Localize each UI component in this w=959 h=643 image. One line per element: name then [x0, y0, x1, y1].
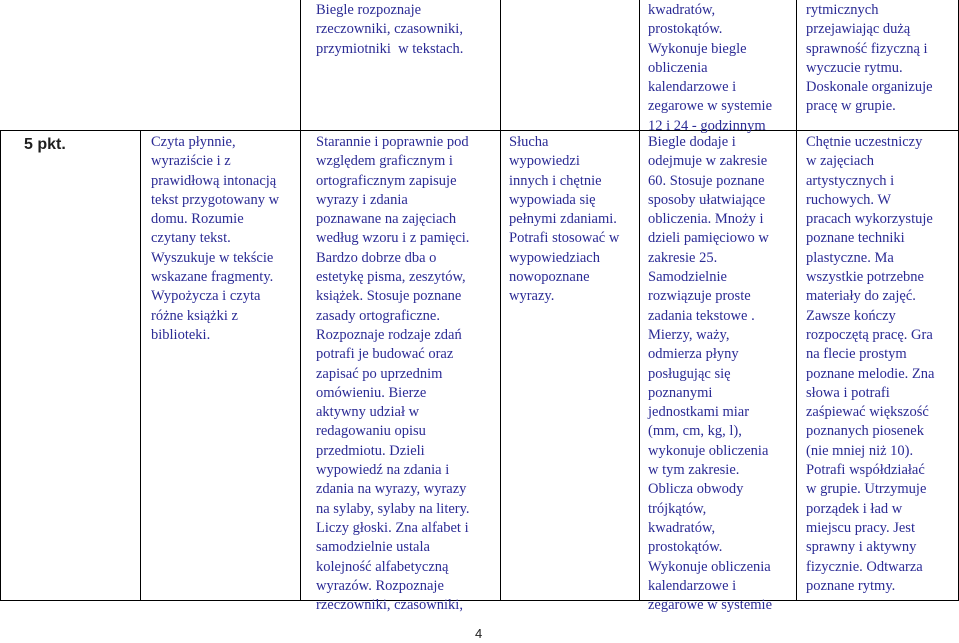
text-line: ortograficznym zapisuje — [316, 172, 457, 189]
text-line: prostokątów. — [648, 21, 723, 38]
text-line: domu. Rozumie — [151, 211, 244, 228]
text-line: Wypożycza i czyta — [151, 288, 261, 305]
text-line: poznane melodie. Zna — [806, 365, 935, 382]
text-line: 60. Stosuje poznane — [648, 172, 765, 189]
page-number: 4 — [475, 626, 483, 641]
text-line: zaśpiewać większość — [806, 404, 929, 421]
text-line: redagowaniu opisu — [316, 423, 426, 440]
text-line: rozwiązuje proste — [648, 288, 751, 305]
text-line: zadania tekstowe . — [648, 307, 755, 324]
text-line: sprawny i aktywny — [806, 539, 917, 556]
text-line: wyczucie rytmu. — [806, 59, 903, 76]
text-line: na flecie prostym — [806, 346, 907, 363]
text-line: fizycznie. Odtwarza — [806, 558, 923, 575]
text-line: nowopoznane — [509, 269, 590, 286]
text-line: Biegle rozpoznaje — [316, 2, 422, 18]
text-line: zakresie 25. — [648, 249, 718, 266]
text-line: Oblicza obwody — [648, 481, 744, 498]
text-line: rzeczowniki, czasowniki, — [316, 21, 463, 38]
text-line: Rozpoznaje rodzaje zdań — [316, 326, 462, 343]
text-line: innych i chętnie — [509, 172, 602, 189]
text-line: Liczy głoski. Zna alfabet i — [316, 519, 469, 536]
text-line: kwadratów, — [648, 519, 716, 536]
text-line: estetykę pisma, zeszytów, — [316, 269, 466, 286]
text-line: sposoby ułatwiające — [648, 191, 766, 208]
text-line: przymiotniki w tekstach. — [316, 40, 464, 57]
text-line: Wykonuje biegle — [648, 40, 747, 57]
text-line: posługując się — [648, 365, 731, 382]
text-line: zegarowe w systemie — [648, 597, 773, 614]
text-line: biblioteki. — [151, 326, 211, 343]
text-line: dzieli pamięciowo w — [648, 230, 769, 247]
text-line: wypowiedź na zdania i — [316, 462, 450, 479]
text-line: książek. Stosuje poznane — [316, 288, 462, 305]
row-divider — [0, 130, 959, 131]
text-line: Doskonale organizuje — [806, 79, 933, 96]
col-divider-1 — [140, 130, 141, 601]
table-bottom-border — [0, 600, 959, 601]
text-line: w zajęciach — [806, 153, 875, 170]
text-line: tekst przygotowany w — [151, 191, 280, 208]
text-line: zasady ortograficzne. — [316, 307, 440, 324]
text-line: Samodzielnie — [648, 269, 727, 286]
text-line: wykonuje obliczenia — [648, 442, 769, 459]
text-line: prostokątów. — [648, 539, 723, 556]
top-cell-writing — [316, 1, 463, 59]
col-divider-5 — [796, 0, 797, 601]
text-line: rzeczowniki, czasowniki, — [316, 597, 463, 614]
grade-label: 5 pkt. — [24, 136, 66, 153]
text-line: Starannie i poprawnie pod — [316, 134, 469, 150]
text-line: słowa i potrafi — [806, 384, 890, 401]
cell-arts — [806, 133, 934, 596]
text-line: ruchowych. W — [806, 191, 892, 208]
col-divider-4 — [639, 0, 640, 601]
text-line: obliczenia — [648, 59, 708, 76]
text-line: w tym zakresie. — [648, 462, 740, 479]
text-line: materiały do zajęć. — [806, 288, 916, 305]
text-line: odmierza płyny — [648, 346, 739, 363]
text-line: Czyta płynnie, — [151, 134, 236, 150]
text-line: odejmuje w zakresie — [648, 153, 768, 170]
text-line: rozpoczętą pracę. Gra — [806, 326, 933, 343]
text-line: Mierzy, waży, — [648, 326, 730, 343]
cell-math — [648, 133, 772, 615]
cell-listening — [509, 133, 619, 307]
text-line: według wzoru i z pamięci. — [316, 230, 470, 247]
col-divider-2 — [300, 0, 301, 601]
text-line: samodzielnie ustala — [316, 539, 430, 556]
text-line: wypowiedziach — [509, 249, 600, 266]
cell-reading — [151, 133, 279, 345]
text-line: na sylaby, sylaby na litery. — [316, 500, 470, 517]
top-cell-math — [648, 1, 772, 136]
text-line: jednostkami miar — [648, 404, 750, 421]
text-line: przedmiotu. Dzieli — [316, 442, 425, 459]
text-line: wypowiedzi — [509, 153, 580, 170]
text-line: (mm, cm, kg, l), — [648, 423, 742, 440]
text-line: omówieniu. Bierze — [316, 384, 427, 401]
text-line: poznane techniki — [806, 230, 905, 247]
text-line: pracę w grupie. — [806, 98, 896, 115]
text-line: pracach wykorzystuje — [806, 211, 933, 228]
text-line: miejscu pracy. Jest — [806, 519, 915, 536]
text-line: kwadratów, — [648, 2, 716, 18]
text-line: wypowiada się — [509, 191, 596, 208]
text-line: wskazane fragmenty. — [151, 269, 274, 286]
text-line: wyrazów. Rozpoznaje — [316, 577, 444, 594]
text-line: artystycznych i — [806, 172, 895, 189]
text-line: kalendarzowe i — [648, 79, 737, 96]
cell-writing — [316, 133, 470, 615]
text-line: Chętnie uczestniczy — [806, 134, 923, 150]
text-line: Bardzo dobrze dba o — [316, 249, 437, 266]
text-line: rytmicznych — [806, 2, 879, 18]
text-line: wyrazy. — [509, 288, 555, 305]
col-divider-3 — [500, 0, 501, 601]
text-line: Potrafi współdziałać — [806, 462, 925, 479]
text-line: poznanych piosenek — [806, 423, 924, 440]
text-line: zdania na wyrazy, wyrazy — [316, 481, 467, 498]
text-line: plastyczne. Ma — [806, 249, 894, 266]
text-line: przejawiając dużą — [806, 21, 911, 38]
text-line: wyraziście i z — [151, 153, 231, 170]
text-line: w grupie. Utrzymuje — [806, 481, 927, 498]
text-line: kolejność alfabetyczną — [316, 558, 449, 575]
text-line: Biegle dodaje i — [648, 134, 736, 150]
text-line: prawidłową intonacją — [151, 172, 277, 189]
text-line: Potrafi stosować w — [509, 230, 620, 247]
text-line: wszystkie potrzebne — [806, 269, 924, 286]
text-line: kalendarzowe i — [648, 577, 737, 594]
text-line: obliczenia. Mnoży i — [648, 211, 764, 228]
top-cell-arts — [806, 1, 933, 117]
text-line: porządek i ład w — [806, 500, 903, 517]
text-line: Zawsze kończy — [806, 307, 896, 324]
text-line: Słucha — [509, 134, 549, 150]
text-line: trójkątów, — [648, 500, 707, 517]
text-line: względem graficznym i — [316, 153, 453, 170]
text-line: zapisać po uprzednim — [316, 365, 443, 382]
text-line: czytany tekst. — [151, 230, 231, 247]
text-line: pełnymi zdaniami. — [509, 211, 617, 228]
text-line: Wyszukuje w tekście — [151, 249, 274, 266]
text-line: poznane rytmy. — [806, 577, 896, 594]
text-line: wyrazy i zdania — [316, 191, 408, 208]
text-line: potrafi je budować oraz — [316, 346, 454, 363]
text-line: poznanymi — [648, 384, 713, 401]
text-line: poznawane na zajęciach — [316, 211, 457, 228]
text-line: sprawność fizyczną i — [806, 40, 928, 57]
text-line: zegarowe w systemie — [648, 98, 773, 115]
text-line: Wykonuje obliczenia — [648, 558, 771, 575]
text-line: (nie mniej niż 10). — [806, 442, 914, 459]
text-line: aktywny udział w — [316, 404, 420, 421]
text-line: 12 i 24 - godzinnym — [648, 117, 766, 134]
text-line: różne książki z — [151, 307, 238, 324]
col-divider-0 — [0, 130, 1, 601]
